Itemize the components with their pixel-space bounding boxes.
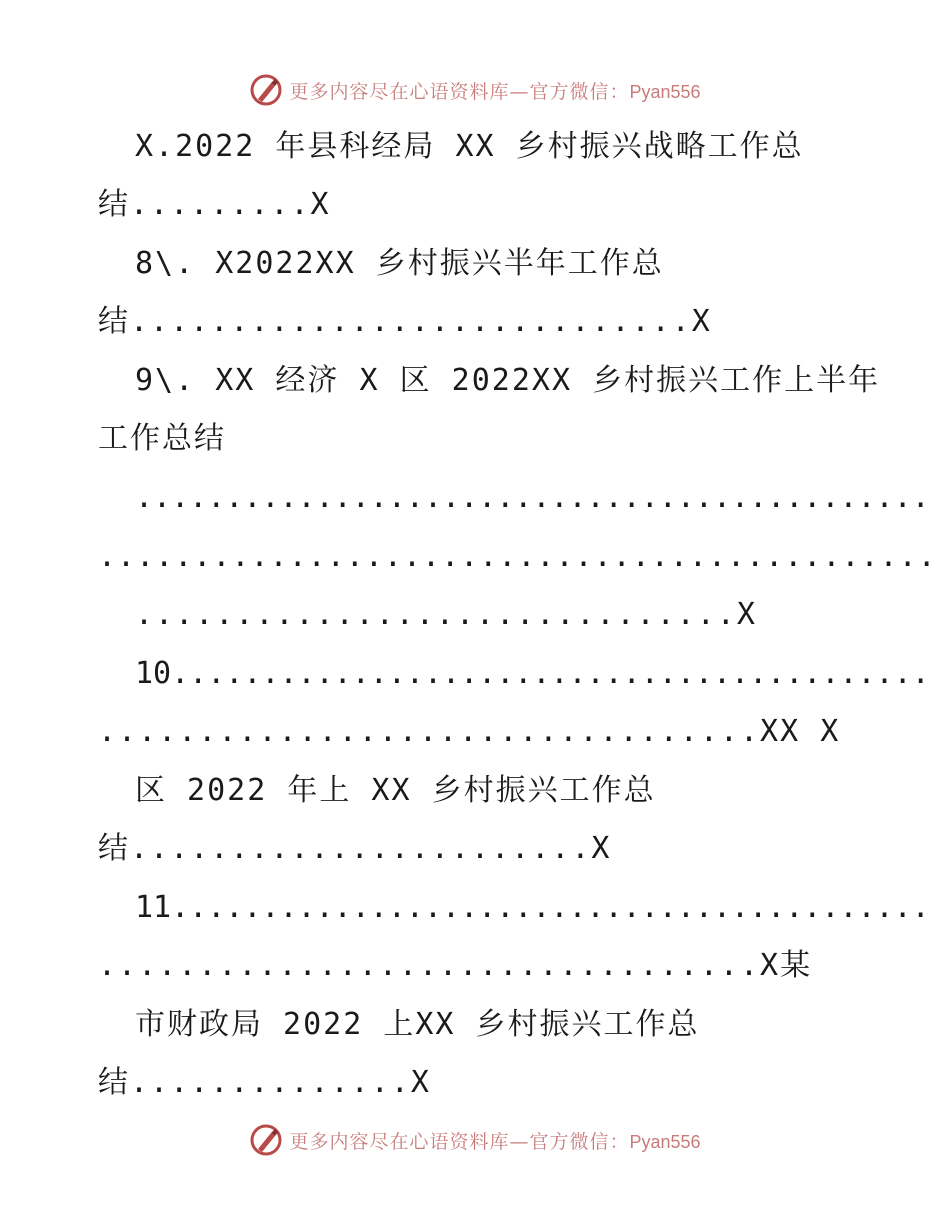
header-watermark [0, 70, 950, 110]
toc-entry-title: 8\. X2022XX 乡村振兴半年工作总 [135, 246, 664, 281]
toc-entry-leader: 结.........X [98, 187, 331, 222]
toc-entry-title: X.2022 年县科经局 XX 乡村振兴战略工作总 [135, 129, 804, 164]
toc-entry-leader: 结............................X [98, 304, 712, 339]
toc-entry-leader: ............................................ [98, 539, 937, 574]
toc-entry-title: 市财政局 2022 上XX 乡村振兴工作总 [135, 1007, 700, 1042]
toc-entry-leader: 结.......................X [98, 831, 612, 866]
watermark-text: 更多内容尽在心语资料库—官方微信：Pyan556 [289, 80, 701, 103]
toc-entry-leader: ..............................X [135, 597, 757, 632]
toc-entry-title: 区 2022 年上 XX 乡村振兴工作总 [135, 773, 656, 808]
pen-logo-icon [249, 73, 283, 107]
toc-entry-leader: .................................XX X [98, 714, 841, 749]
watermark-text: 更多内容尽在心语资料库—官方微信：Pyan556 [289, 1130, 701, 1153]
toc-entry-leader: ............................................ [135, 480, 930, 515]
toc-entry-leader: .................................X某 [98, 948, 813, 983]
toc-entry-leader: 10.......................................... [135, 656, 930, 691]
toc-entry-leader: 结..............X [98, 1065, 431, 1100]
pen-logo-icon [249, 1123, 283, 1157]
footer-watermark [0, 1120, 950, 1160]
toc-entry-title: 9\. XX 经济 X 区 2022XX 乡村振兴工作上半年 [135, 363, 881, 398]
toc-entry-title: 工作总结 [98, 421, 226, 456]
toc-entry-leader: 11.......................................... [135, 890, 930, 925]
